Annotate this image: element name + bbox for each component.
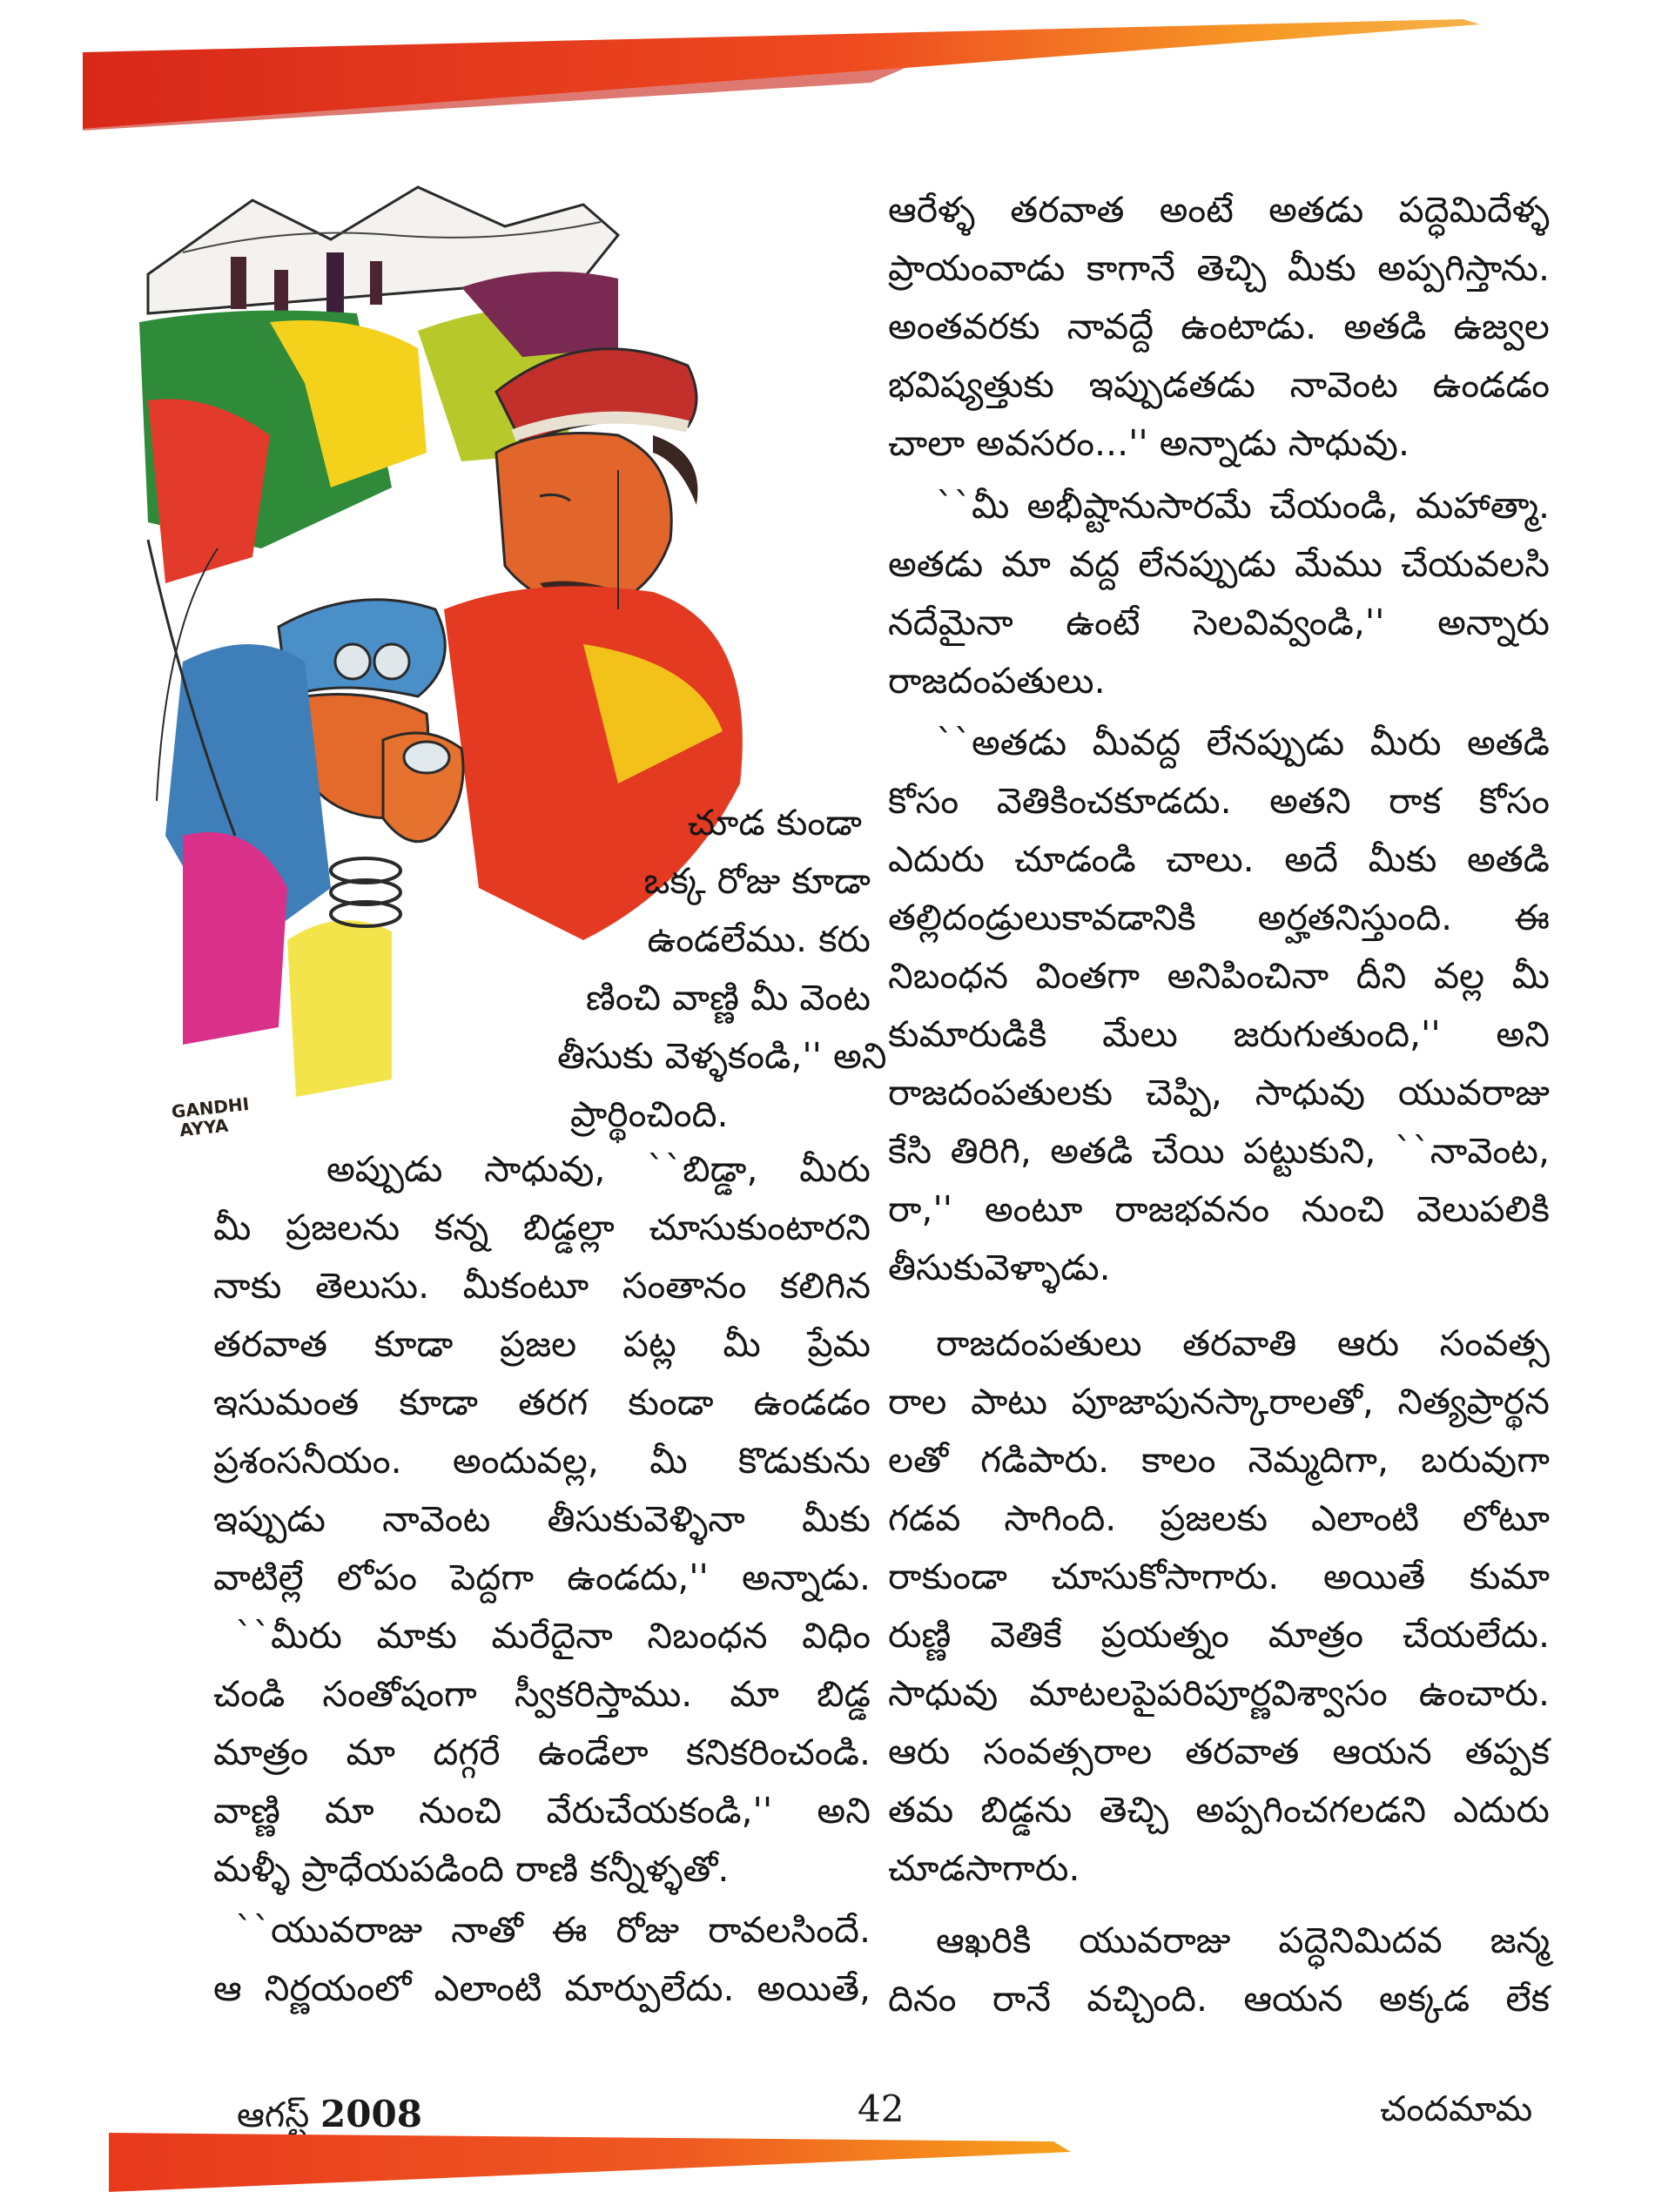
footer-band <box>0 2124 1655 2212</box>
footer-month: ఆగస్ట్ <box>237 2095 310 2135</box>
left-paragraph-3: ``యువరాజు నాతో ఈ రోజు రావలసిందే. ఆ నిర్ణయంలో ఎలాంటి మార్పులేదు. అయితే, <box>213 1909 871 2009</box>
left-paragraph-1: అప్పుడు సాధువు, ``బిడ్డా, మీరు మీ ప్రజలను కన్న బిడ్డల్లా చూసుకుంటారని నాకు తెలుసు. మీకంటూ సంతానం కలిగిన తరవాత కూడా ప్రజల పట్ల మీ ప్రేమ ఇసుమంత కూడా తరగ కుండా ఉండడం ప్రశంసనీయం. అందువల్ల, మీ కొడుకును ఇప్పుడు నావెంట తీసుకువెళ్ళినా మీకు వాటిల్లే లోపం పెద్దగా ఉండదు,'' అన్నాడు. <box>213 1148 871 1598</box>
right-paragraph-5: ఆఖరికి యువరాజు పద్ధెనిమిదవ జన్మ దినం రానే వచ్చింది. ఆయన అక్కడ లేక <box>888 1920 1550 2020</box>
left-paragraph-2: ``మీరు మాకు మరేదైనా నిబంధన విధిం చండి సంతోషంగా స్వీకరిస్తాము. మా బిడ్డ మాత్రం మా దగ్గరే ఉండేలా కనికరించండి. వాణ్ణి మా నుంచి వేరుచేయకండి,'' అని మళ్ళీ ప్రాధేయపడింది రాణి కన్నీళ్ళతో. <box>213 1615 871 1890</box>
footer-year: 2008 <box>320 2093 422 2135</box>
left-wrap-paragraph: చూడ కుండా ఒక్క రోజు కూడా ఉండలేము. కరు ణించి వాణ్ణి మీ వెంట తీసుకు వెళ్ళకండి,'' అని ప్రార్థించింది. <box>557 802 887 1135</box>
page-number: 42 <box>858 2088 905 2130</box>
illustrator-signature: GANDHI AYYA <box>170 1093 251 1142</box>
magazine-name: చందమామ <box>1380 2089 1533 2129</box>
header-band <box>0 0 1655 139</box>
right-paragraph-1: ఆరేళ్ళ తరవాత అంటే అతడు పద్ధెమిదేళ్ళ ప్రాయంవాడు కాగానే తెచ్చి మీకు అప్పగిస్తాను. అంతవరకు నావద్దే ఉంటాడు. అతడి ఉజ్వల భవిష్యత్తుకు ఇప్పుడతడు నావెంట ఉండడం చాలా అవసరం...'' అన్నాడు సాధువు. <box>888 189 1550 464</box>
right-paragraph-3: ``అతడు మీవద్ద లేనప్పుడు మీరు అతడి కోసం వెతికించకూడదు. అతని రాక కోసం ఎదురు చూడండి చాలు. అదే మీకు అతడి తల్లిదండ్రులుకావడానికి అర్హతనిస్తుంది. ఈ నిబంధన వింతగా అనిపించినా దీని వల్ల మీ కుమారుడికి మేలు జరుగుతుంది,'' అని రాజదంపతులకు చెప్పి, సాధువు యువరాజు కేసి తిరిగి, అతడి చేయి పట్టుకుని, ``నావెంట, రా,'' అంటూ రాజభవనం నుంచి వెలుపలికి తీసుకువెళ్ళాడు. <box>888 722 1550 1288</box>
right-paragraph-4: రాజదంపతులు తరవాతి ఆరు సంవత్స రాల పాటు పూజాపునస్కారాలతో, నిత్యప్రార్థన లతో గడిపారు. కాలం నెమ్మదిగా, బరువుగా గడవ సాగింది. ప్రజలకు ఎలాంటి లోటూ రాకుండా చూసుకోసాగారు. అయితే కుమా రుణ్ణి వెతికే ప్రయత్నం మాత్రం చేయలేదు. సాధువు మాటలపైపరిపూర్ణవిశ్వాసం ఉంచారు. ఆరు సంవత్సరాల తరవాత ఆయన తప్పక తమ బిడ్డను తెచ్చి అప్పగించగలడని ఎదురు చూడసాగారు. <box>888 1322 1550 1889</box>
right-paragraph-2: ``మీ అభీష్టానుసారమే చేయండి, మహాత్మా. అతడు మా వద్ద లేనప్పుడు మేము చేయవలసి నదేమైనా ఉంటే సెలవివ్వండి,'' అన్నారు రాజదంపతులు. <box>888 485 1550 702</box>
